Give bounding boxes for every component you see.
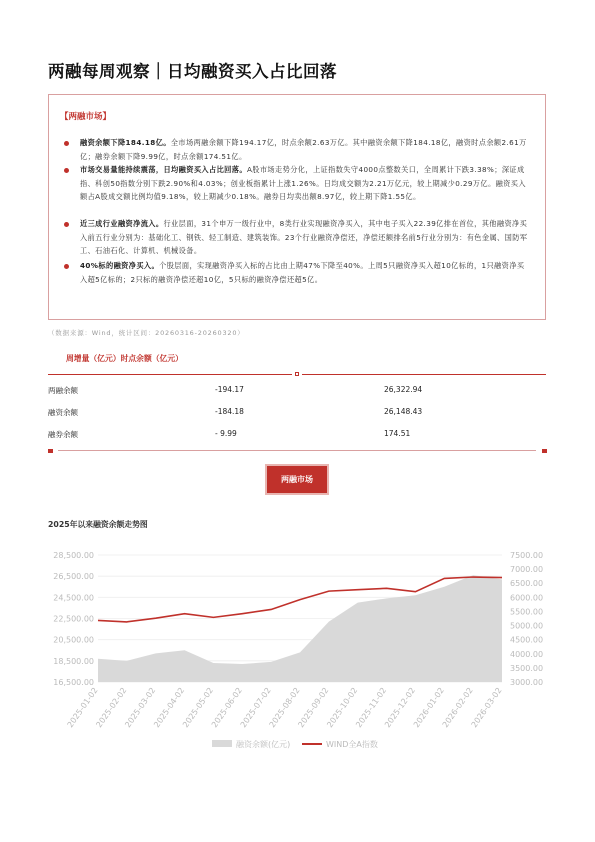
table-rule-marker <box>295 372 299 376</box>
x-tick-label: 2025-06-02 <box>209 685 244 730</box>
y-left-tick-label: 16,500.00 <box>53 678 94 687</box>
margin-balance-chart <box>40 540 550 756</box>
table-header: 周增量（亿元）时点余额（亿元） <box>66 354 183 363</box>
x-tick-label: 2025-07-02 <box>238 685 273 730</box>
table-row-balance: 174.51 <box>384 429 411 438</box>
x-tick-label: 2025-10-02 <box>325 685 360 730</box>
x-tick-label: 2025-01-02 <box>65 685 100 730</box>
x-tick-label: 2025-04-02 <box>152 685 187 730</box>
legend-label-line: WIND全A指数 <box>326 740 378 749</box>
legend-label-area: 融资余额(亿元) <box>236 740 291 749</box>
x-tick-label: 2026-03-02 <box>469 685 504 730</box>
market-summary-item: 近三成行业融资净流入。行业层面，31个申万一级行业中，8类行业实现融资净买入，其中电子买入22.39亿排在首位，其他融资净买入前五行业分别为：基础化工、钢铁、轻工制造、建筑装饰。23个行业融资净偿还，净偿还额排名前5行业分别为：有色金属、国防军工、石油石化、计算机、机械设备。 <box>80 219 528 255</box>
y-right-tick-label: 6500.00 <box>510 579 544 589</box>
bullet-icon <box>64 222 69 227</box>
table-row-name: 融资余额 <box>48 408 78 417</box>
table-row-change: -184.18 <box>215 407 244 416</box>
y-left-tick-label: 20,500.00 <box>53 635 94 645</box>
y-right-tick-label: 4500.00 <box>510 635 544 645</box>
data-source-note: （数据来源：Wind，统计区间：20260316-20260320） <box>48 329 245 337</box>
table-row-change: -194.17 <box>215 385 244 394</box>
market-summary-item: 融资余额下降184.18亿。全市场两融余额下降194.17亿，时点余额2.63万亿。其中融资余额下降184.18亿，融资时点余额2.61万亿；融券余额下降9.99亿，时点余额174.51亿。 <box>80 138 527 161</box>
market-summary-item: 40%标的融资净买入。个股层面，实现融资净买入标的占比由上期47%下降至40%。上周5只融资净买入超10亿标的，1只融资净买入超5亿标的；2只标的融资净偿还超10亿，5只标的融资净偿还超5亿。 <box>80 261 525 284</box>
chart-title: 2025年以来融资余额走势图 <box>48 520 148 529</box>
x-tick-label: 2026-01-02 <box>411 685 446 730</box>
bullet-icon <box>64 264 69 269</box>
market-summary-item: 市场交易量能持续震荡，日均融资买入占比回落。A股市场走势分化，上证指数失守4000点整数关口，全周累计下跌3.38%；深证成指、科创50指数分别下跌2.90%和4.03%；创业板指累计上涨1.26%。日均成交额为2.21万亿元，较上期减少0.29万亿。融资买入额占A股成交额比例均值9.18%，较上期减少0.18%。融券日均卖出额8.97亿，较上期下降1.55亿。 <box>80 165 526 201</box>
x-tick-label: 2026-02-02 <box>440 685 475 730</box>
table-row-balance: 26,148.43 <box>384 407 423 416</box>
table-row-name: 融券余额 <box>48 430 78 439</box>
table-row-change: - 9.99 <box>215 429 237 438</box>
table-bottom-rule <box>58 450 536 451</box>
y-right-tick-label: 3500.00 <box>510 663 544 673</box>
x-tick-label: 2025-09-02 <box>296 685 331 730</box>
market-summary-box <box>48 94 546 320</box>
table-top-rule-left <box>48 374 292 375</box>
y-right-tick-label: 3000.00 <box>510 678 544 687</box>
legend-swatch-area <box>212 740 232 747</box>
y-left-tick-label: 18,500.00 <box>53 656 94 666</box>
table-row-name: 两融余额 <box>48 386 78 395</box>
y-left-tick-label: 24,500.00 <box>53 593 94 603</box>
y-left-tick-label: 28,500.00 <box>53 551 94 560</box>
y-right-tick-label: 4000.00 <box>510 649 544 659</box>
y-right-tick-label: 7000.00 <box>510 565 544 575</box>
y-right-tick-label: 5000.00 <box>510 621 544 631</box>
bullet-icon <box>64 168 69 173</box>
financing-balance-area <box>98 575 502 682</box>
table-bottom-marker-left <box>48 449 53 453</box>
x-tick-label: 2025-11-02 <box>354 685 389 730</box>
x-tick-label: 2025-12-02 <box>383 685 418 730</box>
table-bottom-marker-right <box>542 449 547 453</box>
bullet-icon <box>64 141 69 146</box>
market-summary-heading: 【两融市场】 <box>60 112 112 122</box>
y-right-tick-label: 7500.00 <box>510 551 544 560</box>
page-title: 两融每周观察｜日均融资买入占比回落 <box>48 62 337 81</box>
x-tick-label: 2025-02-02 <box>94 685 129 730</box>
x-tick-label: 2025-05-02 <box>181 685 216 730</box>
section-button-margin-market[interactable]: 两融市场 <box>265 464 329 495</box>
y-left-tick-label: 26,500.00 <box>53 572 94 582</box>
x-tick-label: 2025-03-02 <box>123 685 158 730</box>
y-right-tick-label: 6000.00 <box>510 593 544 603</box>
x-tick-label: 2025-08-02 <box>267 685 302 730</box>
y-right-tick-label: 5500.00 <box>510 607 544 617</box>
table-row-balance: 26,322.94 <box>384 385 423 394</box>
y-left-tick-label: 22,500.00 <box>53 614 94 624</box>
table-top-rule-right <box>302 374 546 375</box>
